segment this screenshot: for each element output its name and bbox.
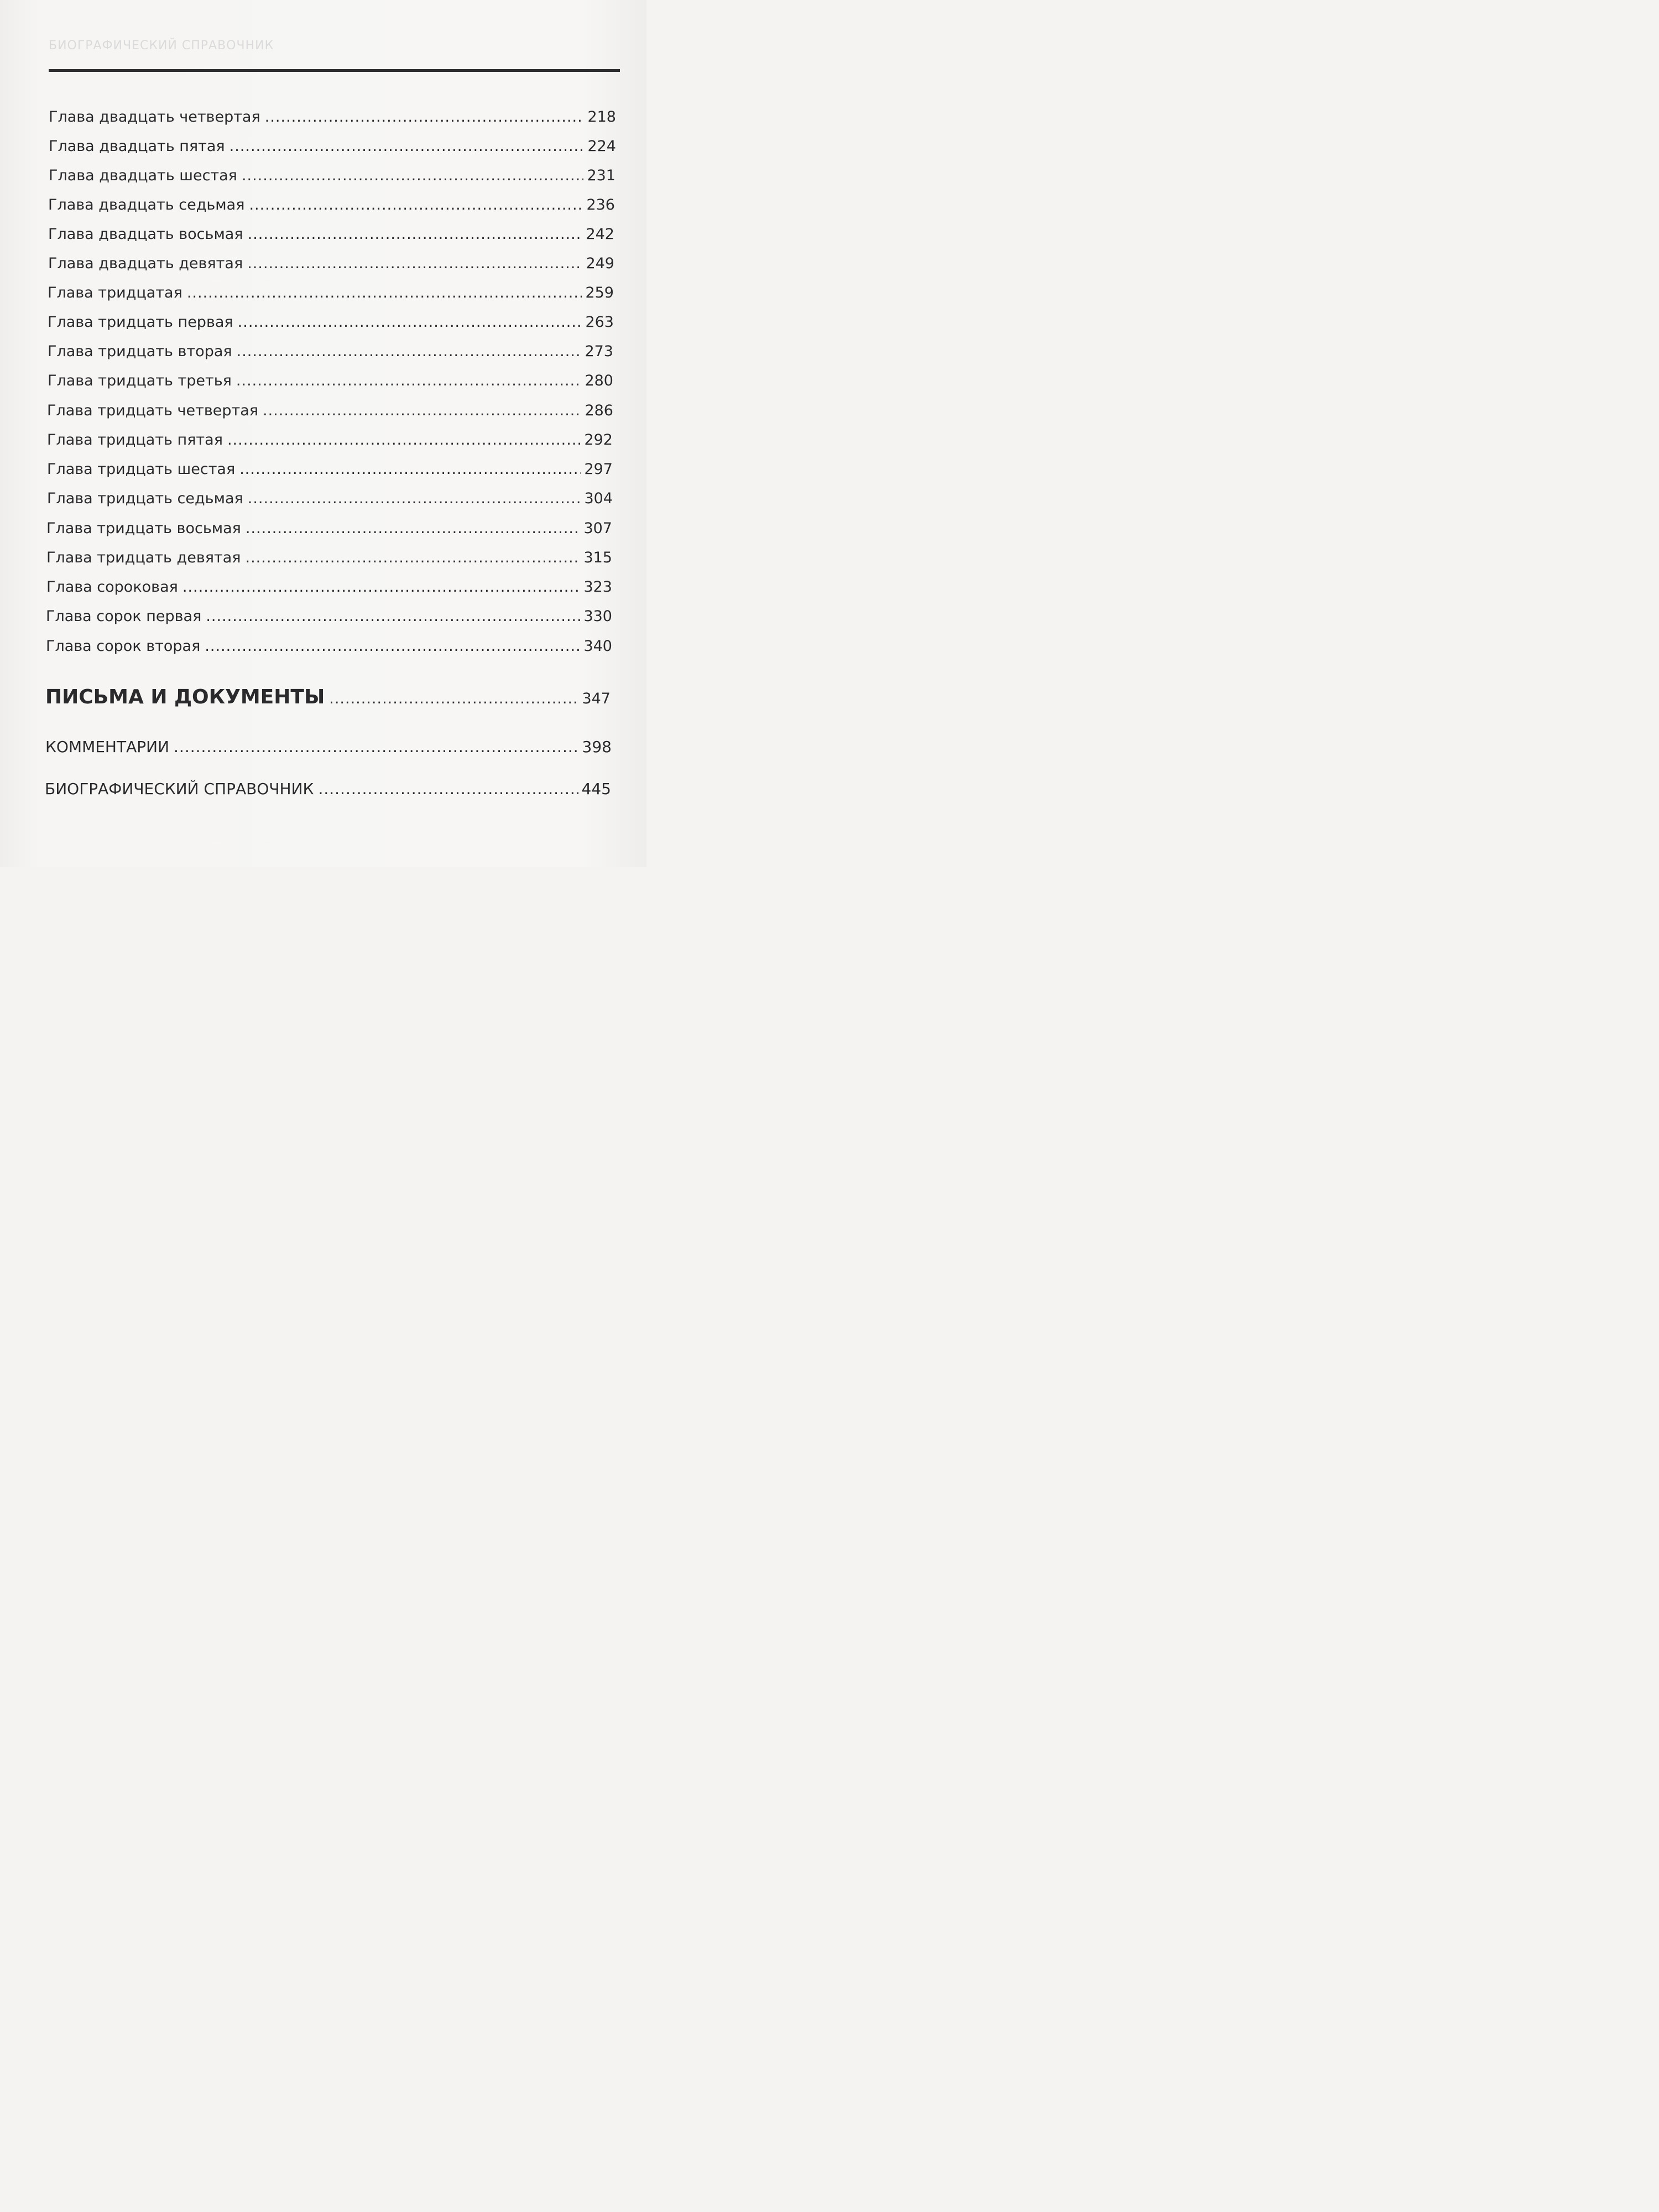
toc-row[interactable] xyxy=(49,108,616,128)
toc-title: ПИСЬМА И ДОКУМЕНТЫ xyxy=(45,686,325,708)
toc-row[interactable] xyxy=(49,138,616,158)
toc-title: Глава двадцать девятая xyxy=(48,255,243,272)
toc-title: Глава двадцать седьмая xyxy=(48,196,245,213)
toc-title: Глава тридцать четвертая xyxy=(47,402,259,419)
toc-title: Глава сорок вторая xyxy=(46,638,201,655)
toc-title: КОММЕНТАРИИ xyxy=(45,738,170,756)
toc-title: Глава тридцать пятая xyxy=(47,431,223,448)
toc-title: Глава тридцатая xyxy=(48,284,182,301)
toc-title: Глава тридцать шестая xyxy=(47,461,236,478)
toc-page-number: 297 xyxy=(584,461,613,478)
toc-page-number: 286 xyxy=(585,402,613,419)
toc-page-number: 340 xyxy=(583,638,612,655)
toc-row[interactable] xyxy=(48,372,613,392)
toc-row[interactable] xyxy=(47,461,613,481)
toc-row[interactable] xyxy=(46,608,612,628)
toc-row[interactable] xyxy=(48,284,614,304)
toc-title: БИОГРАФИЧЕСКИЙ СПРАВОЧНИК xyxy=(45,780,314,798)
toc-row[interactable] xyxy=(48,314,614,333)
header-rule xyxy=(49,69,620,72)
toc-page-number: 330 xyxy=(583,608,612,625)
toc-page-number: 249 xyxy=(586,255,614,272)
toc-row[interactable] xyxy=(48,343,613,363)
toc-row[interactable] xyxy=(48,255,614,275)
toc-title: Глава тридцать вторая xyxy=(48,343,232,360)
toc-row[interactable] xyxy=(47,431,613,451)
toc-page-number: 347 xyxy=(582,690,611,707)
toc-page-number: 231 xyxy=(587,167,615,184)
toc-page-number: 273 xyxy=(585,343,613,360)
toc-row[interactable] xyxy=(46,638,612,658)
toc-title: Глава двадцать четвертая xyxy=(49,108,260,126)
toc-row[interactable] xyxy=(49,167,615,187)
toc-page-number: 398 xyxy=(582,738,612,756)
toc-title: Глава тридцать восьмая xyxy=(46,520,241,537)
toc-page-number: 323 xyxy=(583,578,612,596)
toc-page-number: 218 xyxy=(587,108,616,126)
toc-page-number: 292 xyxy=(584,431,613,448)
toc-section-biographical[interactable] xyxy=(45,780,611,801)
toc-page-number: 263 xyxy=(585,314,614,331)
toc-title: Глава тридцать первая xyxy=(48,314,233,331)
running-header: БИОГРАФИЧЕСКИЙ СПРАВОЧНИК xyxy=(49,39,274,53)
toc-row[interactable] xyxy=(47,490,613,510)
toc-title: Глава двадцать восьмая xyxy=(48,226,243,243)
toc-page-number: 304 xyxy=(584,490,613,507)
toc-page-number: 280 xyxy=(585,372,613,389)
toc-page-number: 242 xyxy=(586,226,614,243)
toc-page-number: 307 xyxy=(583,520,612,537)
toc-title: Глава сороковая xyxy=(46,578,178,596)
toc-title: Глава тридцать седьмая xyxy=(47,490,243,507)
toc-title: Глава тридцать третья xyxy=(48,372,232,389)
toc-section-comments[interactable] xyxy=(45,738,612,759)
book-page xyxy=(0,0,646,867)
toc-title: Глава сорок первая xyxy=(46,608,202,625)
toc-page-number: 259 xyxy=(585,284,614,301)
toc-row[interactable] xyxy=(47,402,613,422)
toc-section-letters[interactable] xyxy=(45,686,611,711)
toc-title: Глава тридцать девятая xyxy=(46,549,241,566)
toc-row[interactable] xyxy=(48,226,614,246)
toc-page-number: 445 xyxy=(581,780,611,798)
toc-page-number: 224 xyxy=(587,138,616,155)
toc-title: Глава двадцать шестая xyxy=(49,167,237,184)
toc-title: Глава двадцать пятая xyxy=(49,138,225,155)
toc-row[interactable] xyxy=(46,549,612,569)
toc-page-number: 315 xyxy=(583,549,612,566)
toc-page-number: 236 xyxy=(586,196,615,213)
toc-row[interactable] xyxy=(46,578,612,598)
toc-row[interactable] xyxy=(48,196,615,216)
toc-row[interactable] xyxy=(46,520,612,540)
